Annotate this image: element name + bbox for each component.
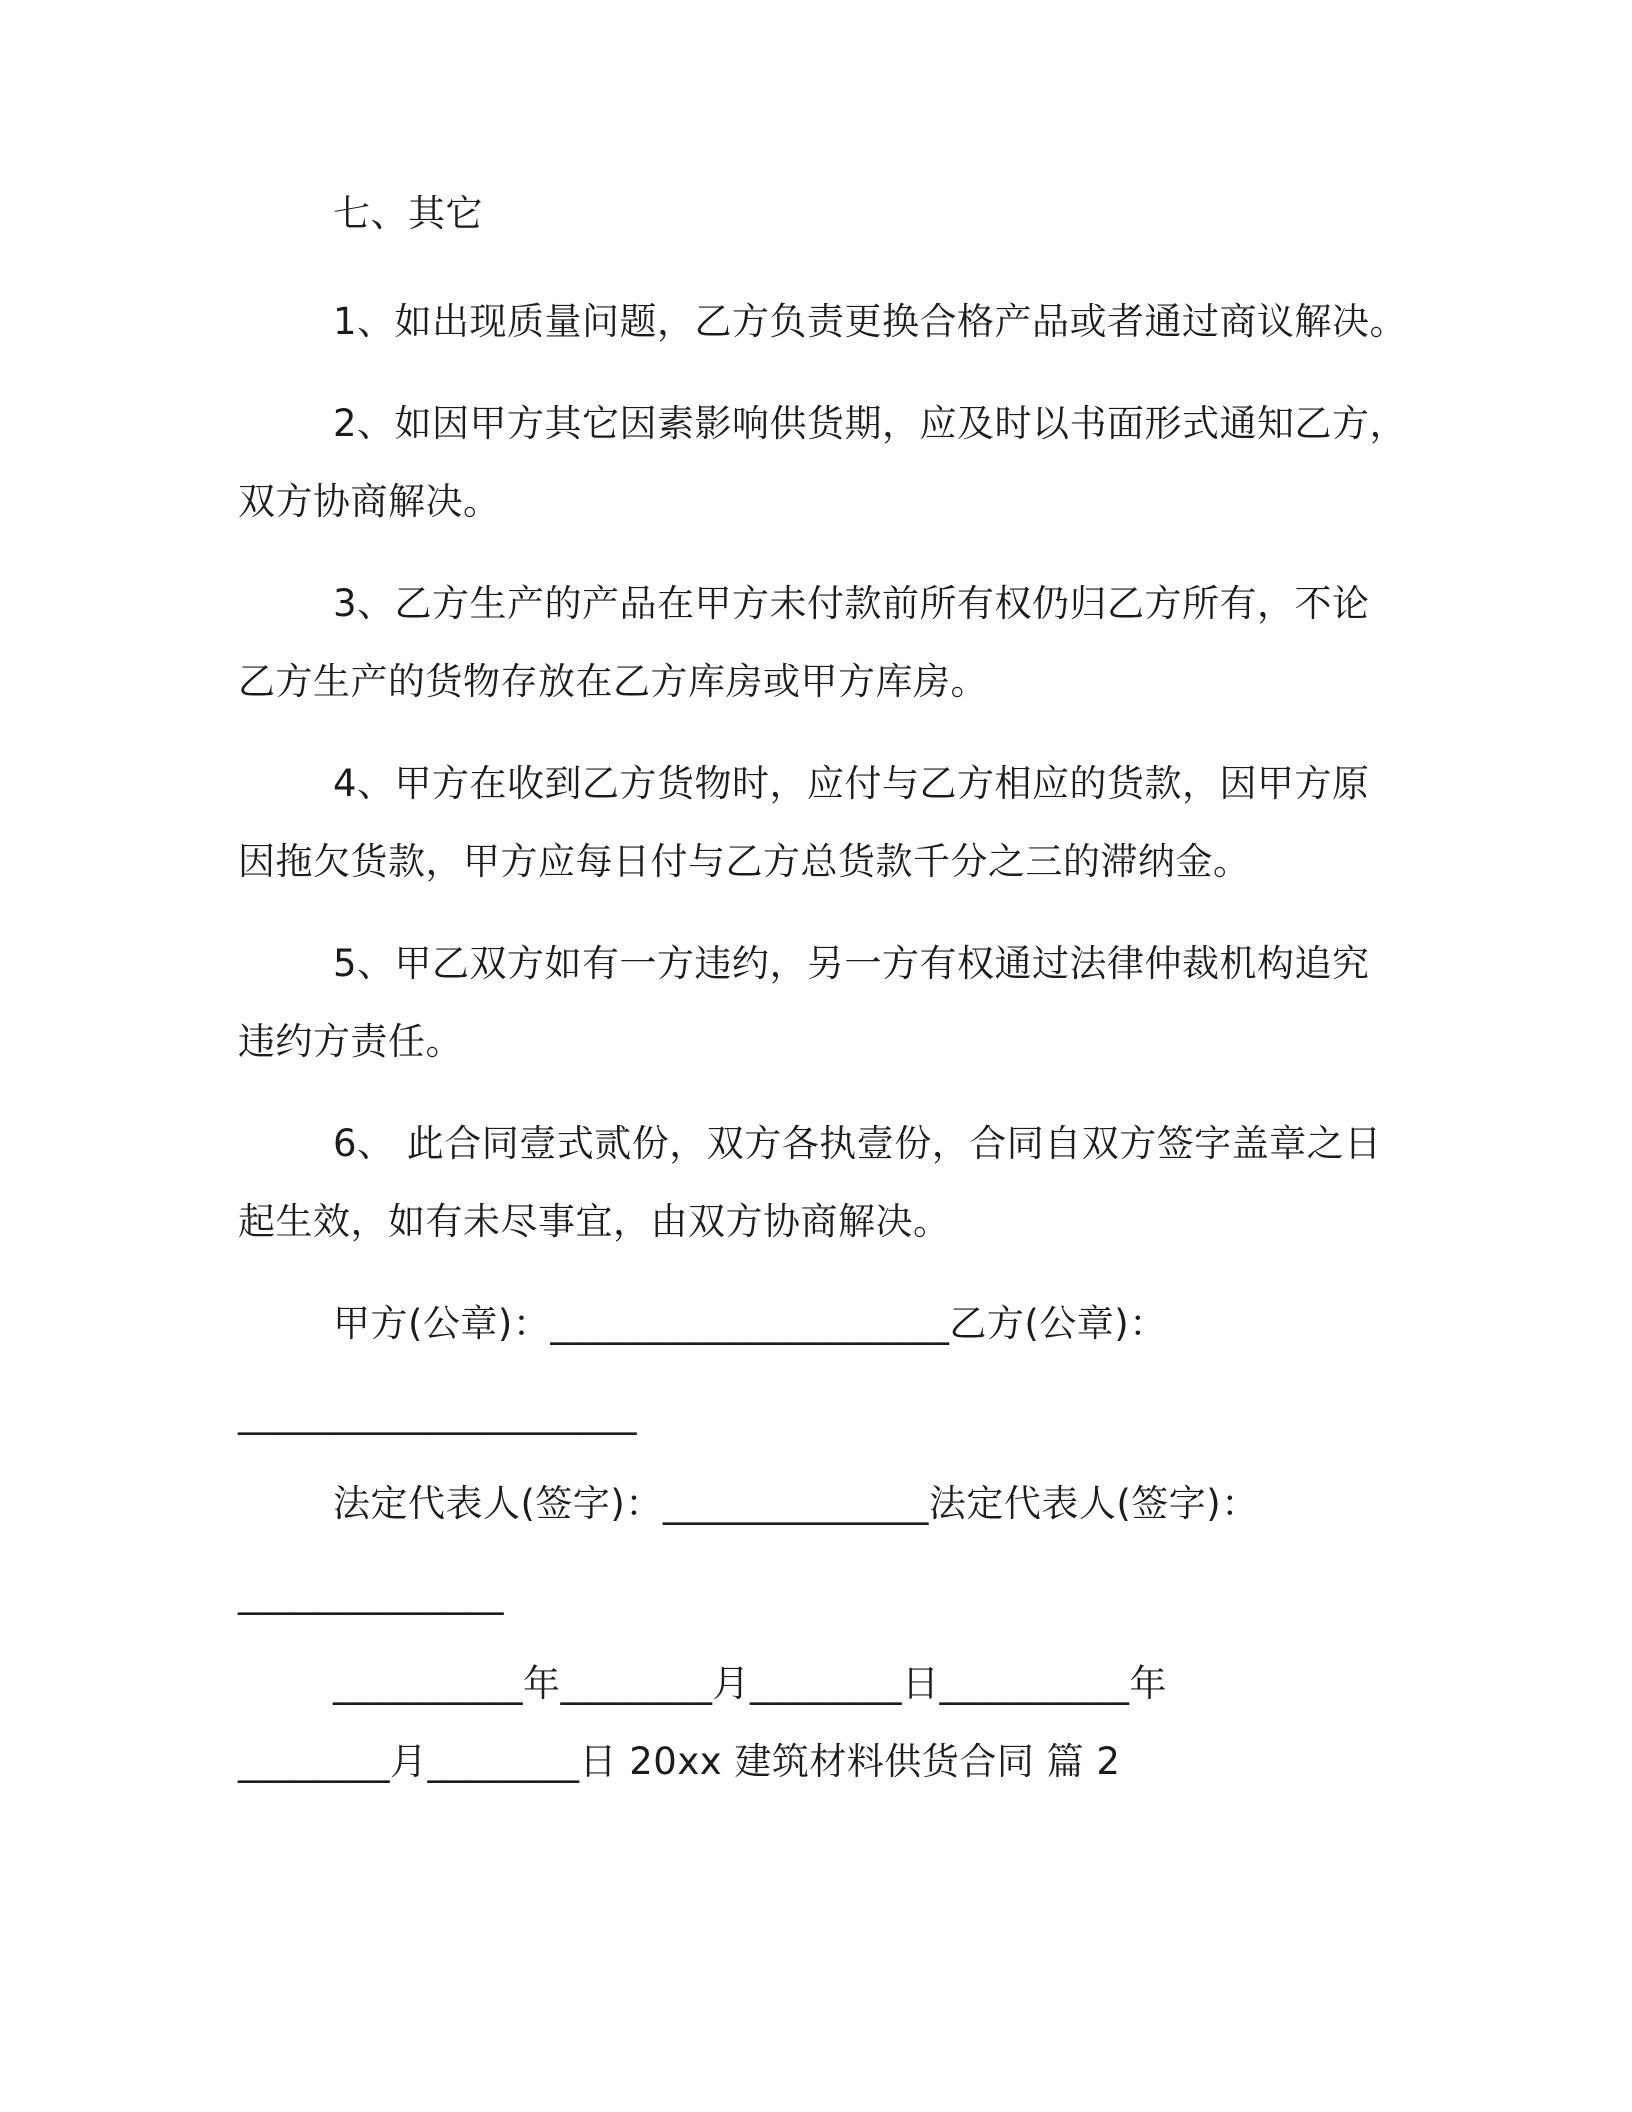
date-line-2: ________月________日 20xx 建筑材料供货合同 篇 2 [238,1740,1121,1783]
clause-6-line-1: 6、 此合同壹式贰份，双方各执壹份，合同自双方签字盖章之日 [333,1122,1382,1165]
clause-2-line-2: 双方协商解决。 [238,480,501,523]
legal-rep-blank: ______________ [238,1572,504,1615]
legal-rep-line: 法定代表人(签字)：______________法定代表人(签字)： [333,1482,1259,1525]
clause-3-line-1: 3、乙方生产的产品在甲方未付款前所有权仍归乙方所有，不论 [333,582,1370,625]
date-line-1: __________年________月________日__________年 [333,1662,1167,1705]
clause-5-line-1: 5、甲乙双方如有一方违约，另一方有权通过法律仲裁机构追究 [333,942,1370,985]
clause-4-line-1: 4、甲方在收到乙方货物时，应付与乙方相应的货款，因甲方原 [333,762,1370,805]
section-heading: 七、其它 [333,192,483,235]
clause-5-line-2: 违约方责任。 [238,1020,463,1063]
party-seal-line: 甲方(公章)：_____________________乙方(公章)： [333,1302,1167,1345]
clause-4-line-2: 因拖欠货款，甲方应每日付与乙方总货款千分之三的滞纳金。 [238,840,1251,883]
clause-3-line-2: 乙方生产的货物存放在乙方库房或甲方库房。 [238,660,988,703]
party-seal-blank: _____________________ [238,1392,637,1435]
clause-1-line-1: 1、如出现质量问题，乙方负责更换合格产品或者通过商议解决。 [333,300,1408,343]
clause-2-line-1: 2、如因甲方其它因素影响供货期，应及时以书面形式通知乙方， [333,402,1408,445]
clause-6-line-2: 起生效，如有未尽事宜，由双方协商解决。 [238,1200,951,1243]
